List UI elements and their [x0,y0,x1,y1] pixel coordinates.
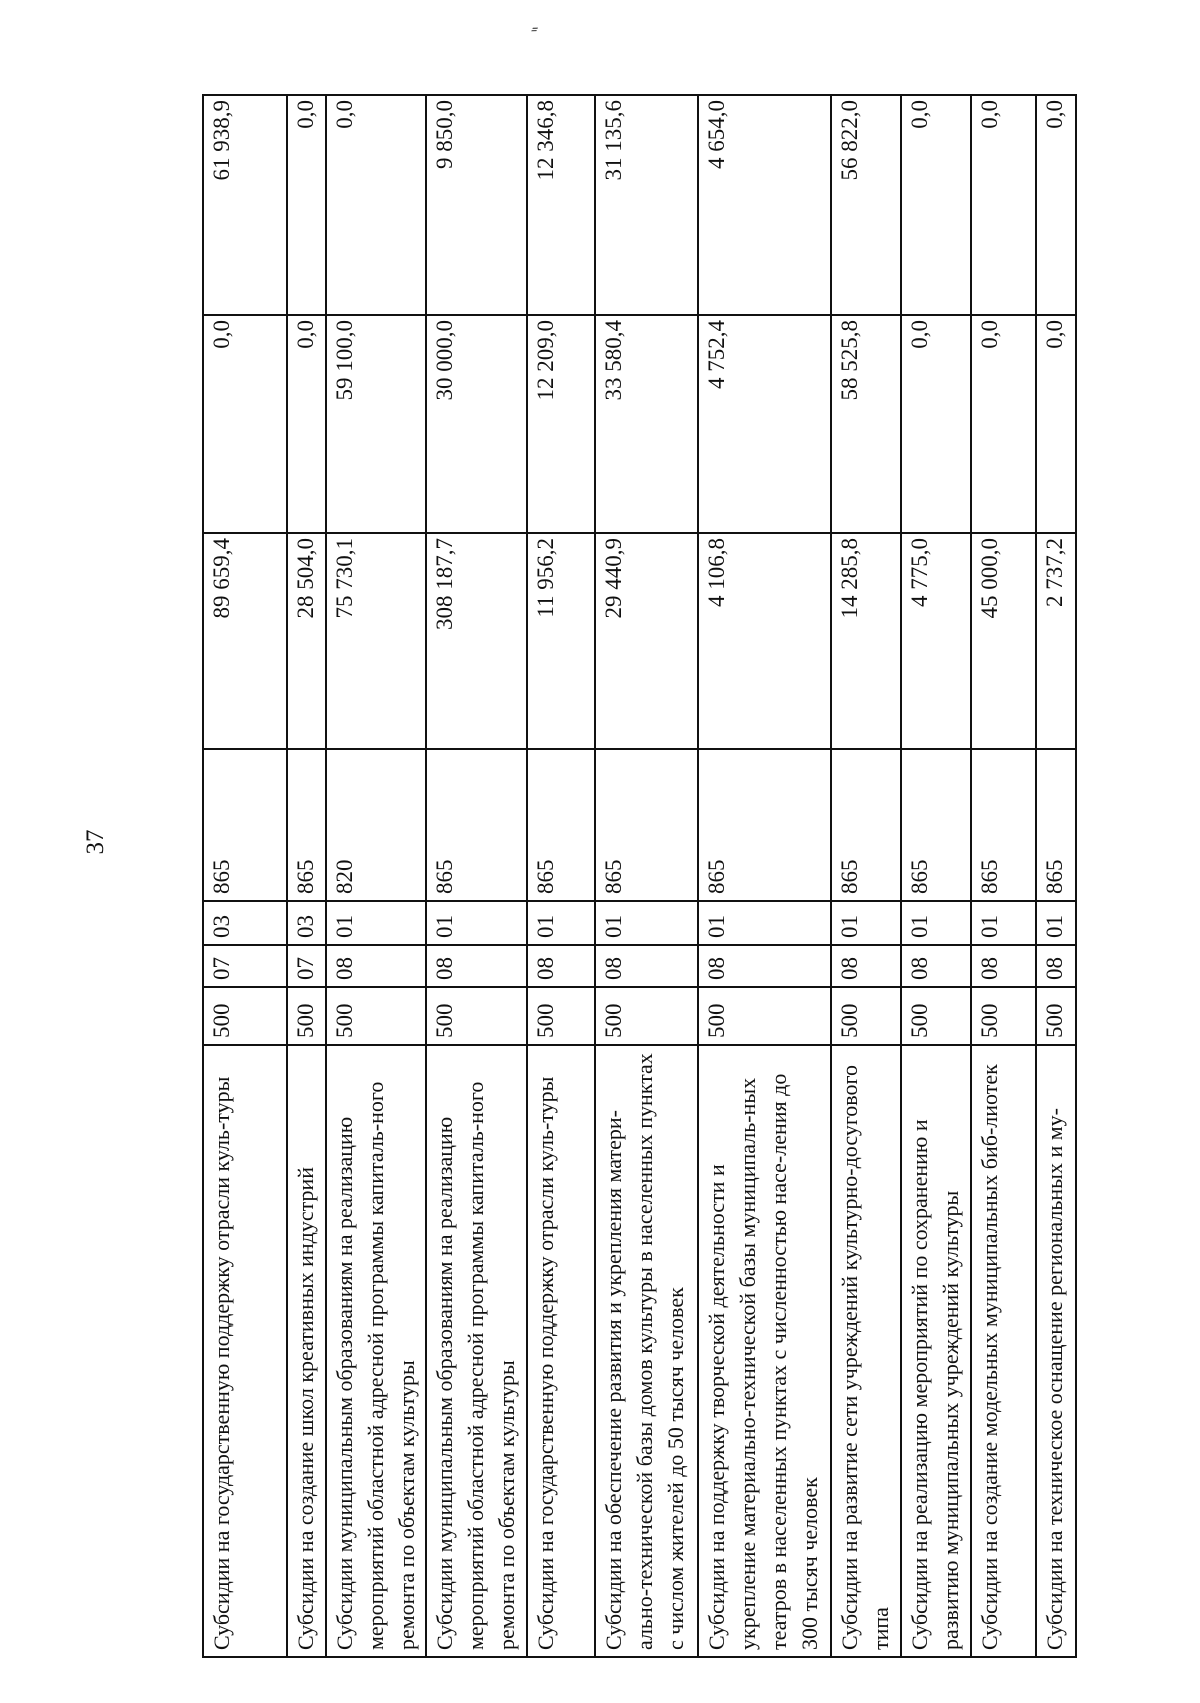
cell-name: Субсидии муниципальным образованиям на реализацию мероприятий областной адресной программы капиталь-ного ремонта по объектам культуры [326,1045,427,1657]
budget-table-container [202,96,1077,1658]
cell-sum-3: 0,0 [901,95,971,315]
cell-gr: 500 [287,987,325,1045]
table-row [426,95,527,1657]
cell-name: Субсидии на государственную поддержку отрасли куль-туры [203,1045,287,1657]
table-row [287,95,325,1657]
cell-sum-1: 28 504,0 [287,533,325,749]
cell-sum-3: 4 654,0 [698,95,831,315]
cell-sum-2: 0,0 [1036,315,1076,533]
cell-rz: 08 [1036,945,1076,987]
cell-name: Субсидии на обеспечение развития и укрепления матери-ально-технической базы домов культуры в населенных пунктах с числом жителей до 50 тысяч человек [595,1045,698,1657]
table-row [971,95,1035,1657]
cell-sum-2: 0,0 [203,315,287,533]
cell-gr: 500 [831,987,901,1045]
table-row [527,95,595,1657]
cell-sum-2: 33 580,4 [595,315,698,533]
cell-pr: 01 [326,901,427,945]
budget-table [202,94,1077,1658]
cell-name: Субсидии на реализацию мероприятий по сохранению и развитию муниципальных учреждений культуры [901,1045,971,1657]
cell-pr: 03 [203,901,287,945]
cell-sum-1: 14 285,8 [831,533,901,749]
cell-vr: 865 [203,749,287,901]
cell-sum-2: 0,0 [971,315,1035,533]
cell-sum-1: 2 737,2 [1036,533,1076,749]
cell-pr: 03 [287,901,325,945]
page-number: 37 [82,829,109,855]
cell-name: Субсидии на поддержку творческой деятельности и укрепление материально-технической базы муниципаль-ных театров в населенных пунктах с численностью насе-ления до 300 тысяч человек [698,1045,831,1657]
cell-pr: 01 [1036,901,1076,945]
cell-vr: 865 [971,749,1035,901]
cell-rz: 08 [831,945,901,987]
cell-sum-3: 0,0 [326,95,427,315]
cell-name: Субсидии на развитие сети учреждений культурно-досугового типа [831,1045,901,1657]
cell-name: Субсидии муниципальным образованиям на реализацию мероприятий областной адресной программы капиталь-ного ремонта по объектам культуры [426,1045,527,1657]
cell-sum-3: 31 135,6 [595,95,698,315]
cell-pr: 01 [426,901,527,945]
scan-mark: ⸗ [528,17,543,39]
cell-sum-1: 4 775,0 [901,533,971,749]
cell-name: Субсидии на создание школ креативных индустрий [287,1045,325,1657]
cell-gr: 500 [426,987,527,1045]
cell-pr: 01 [698,901,831,945]
cell-rz: 07 [287,945,325,987]
cell-gr: 500 [595,987,698,1045]
cell-rz: 07 [203,945,287,987]
cell-rz: 08 [527,945,595,987]
cell-sum-3: 9 850,0 [426,95,527,315]
cell-name: Субсидии на создание модельных муниципальных биб-лиотек [971,1045,1035,1657]
cell-rz: 08 [971,945,1035,987]
cell-sum-3: 56 822,0 [831,95,901,315]
cell-sum-1: 45 000,0 [971,533,1035,749]
cell-sum-2: 0,0 [287,315,325,533]
cell-gr: 500 [326,987,427,1045]
cell-vr: 865 [901,749,971,901]
table-row [1036,95,1076,1657]
cell-sum-1: 4 106,8 [698,533,831,749]
cell-rz: 08 [901,945,971,987]
cell-pr: 01 [595,901,698,945]
cell-sum-3: 12 346,8 [527,95,595,315]
cell-vr: 865 [1036,749,1076,901]
cell-gr: 500 [698,987,831,1045]
cell-vr: 865 [527,749,595,901]
cell-vr: 865 [595,749,698,901]
cell-rz: 08 [326,945,427,987]
cell-vr: 865 [831,749,901,901]
cell-sum-2: 12 209,0 [527,315,595,533]
cell-gr: 500 [971,987,1035,1045]
cell-pr: 01 [971,901,1035,945]
cell-sum-1: 308 187,7 [426,533,527,749]
cell-gr: 500 [203,987,287,1045]
table-row [831,95,901,1657]
cell-vr: 820 [326,749,427,901]
cell-pr: 01 [527,901,595,945]
cell-rz: 08 [698,945,831,987]
cell-name: Субсидии на техническое оснащение региональных и му- [1036,1045,1076,1657]
cell-sum-3: 0,0 [287,95,325,315]
cell-sum-3: 61 938,9 [203,95,287,315]
cell-vr: 865 [698,749,831,901]
cell-sum-1: 89 659,4 [203,533,287,749]
cell-rz: 08 [426,945,527,987]
cell-sum-1: 11 956,2 [527,533,595,749]
cell-name: Субсидии на государственную поддержку отрасли куль-туры [527,1045,595,1657]
cell-pr: 01 [901,901,971,945]
cell-sum-2: 58 525,8 [831,315,901,533]
cell-gr: 500 [1036,987,1076,1045]
table-row [595,95,698,1657]
cell-gr: 500 [527,987,595,1045]
table-body [203,95,1076,1657]
cell-vr: 865 [426,749,527,901]
cell-sum-1: 75 730,1 [326,533,427,749]
table-row [203,95,287,1657]
cell-pr: 01 [831,901,901,945]
cell-rz: 08 [595,945,698,987]
cell-sum-1: 29 440,9 [595,533,698,749]
cell-vr: 865 [287,749,325,901]
table-row [901,95,971,1657]
cell-sum-2: 4 752,4 [698,315,831,533]
cell-sum-3: 0,0 [1036,95,1076,315]
cell-sum-2: 59 100,0 [326,315,427,533]
cell-gr: 500 [901,987,971,1045]
cell-sum-2: 0,0 [901,315,971,533]
table-row [326,95,427,1657]
cell-sum-3: 0,0 [971,95,1035,315]
cell-sum-2: 30 000,0 [426,315,527,533]
table-row [698,95,831,1657]
